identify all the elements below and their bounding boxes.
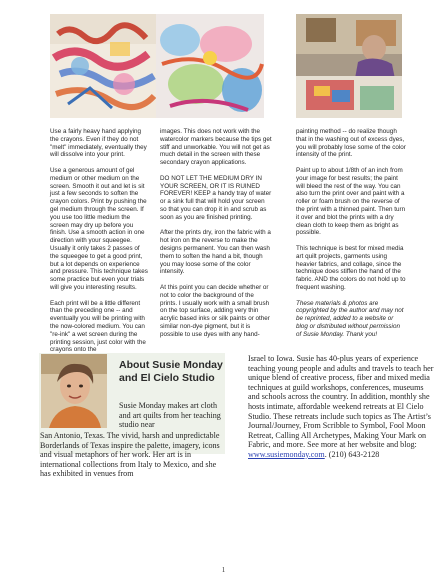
paragraph: Use a generous amount of gel medium or other medium on the screen. Smooth it out and let is sit just a few seconds to soften the crayon colors. Print by pushing the gel medium through the screen. If you use too little medium the screen may dry up before you finish. Use a smooth action in one direction with your squeegee. Usually it only takes 2 passes of the squeegee to get a good print, but a lot depends on experience and pressure. This technique takes some practice but even your trials will give you interesting results. xyxy=(50,166,148,291)
paragraph: After the prints dry, iron the fabric with a hot iron on the reverse to make the designs permanent. You can then wash them to soften the hand a bit, though you may loose some of the color intensity. xyxy=(160,229,271,276)
text-column-2 xyxy=(160,128,272,346)
paragraph: Each print will be a little different than the preceding one -- and eventually you will be printing with the now-colored medium. You can "re-ink" a wet screen during the printing session, just color with the crayons onto the xyxy=(50,299,146,354)
phone-number: . (210) 643-2128 xyxy=(324,449,380,459)
page-number: 1 xyxy=(221,566,226,574)
studio-printing-photo xyxy=(296,14,402,118)
paragraph: images. This does not work with the watercolor markers because the tips get stiff and unworkable. You will not get as much detail in the screen with these secondary crayon applications. xyxy=(160,128,272,167)
paragraph: This technique is best for mixed media art quilt projects, garments using heavier fabrics, and collage, since the technique does stiffen the hand of the fabric. AND the colors do not hold up to frequent washing. xyxy=(296,244,406,291)
bio-text-intro: Susie Monday makes art cloth and art quilts from her teaching studio near xyxy=(119,401,221,430)
copyright-notice: These materials & photos are copyrighted by the author and may not be reprinted, added to a website or blog or distributed without permission of Susie Monday. Thank you! xyxy=(296,299,404,338)
crayon-print-photo-1 xyxy=(50,14,156,118)
bio-text-continued: San Antonio, Texas. The vivid, harsh and unpredictable Borderlands of Texas inspire the palette, imagery, icons and visual metaphors of her work. Her art is in international collections from Italy to Mexico, and she has exhibited in venues from xyxy=(40,431,220,479)
paragraph: Use a fairly heavy hand applying the crayons. Even if they do not "melt" immediately, eventually they will dissolve into your print. xyxy=(50,128,147,159)
bio-title: About Susie Monday and El Cielo Studio xyxy=(119,359,223,385)
bio-text: Israel to Iowa. Susie has 40-plus years of experience teaching young people and adults and travels to teach her unique blend of creative process, fiber and mixed media techniques at guild workshops, conferences, museums and schools across the country. In addition, monthly she hosts intimate, affordable weekend retreats at El Cielo Studio. These retreats include such topics as The Artist’s Journal/Journey, From Scribble to Symbol, Fool Moon Retreat, Calling All Archetypes, Making Your Mark on Fabric, and more. See more at her website and blog: xyxy=(248,354,434,450)
paragraph: At this point you can decide whether or not to color the background of the prints. I usually work with a small brush on the top surface, adding very thin acrylic based inks or silk paints or other similar non-dye pigment, but it is possible to use dyes with any hand- xyxy=(160,283,270,338)
text-column-1 xyxy=(50,128,150,362)
crayon-print-photo-2 xyxy=(156,14,264,118)
text-column-3 xyxy=(296,128,406,346)
website-link[interactable]: www.susiemonday.com xyxy=(248,449,325,459)
paragraph: DO NOT LET THE MEDIUM DRY IN YOUR SCREEN, OR IT IS RUINED FOREVER! KEEP a handy tray of water or a sink full that will hold your screen so that you can drop it in and scrub as soon as you are finished printing. xyxy=(160,174,272,221)
about-author-section xyxy=(39,353,439,577)
paragraph: Paint up to about 1/8th of an inch from your image for best results; the paint will bleed the rest of the way. You can also turn the print over and paint with a roller or foam brush on the reverse of the print with a thinned paint. Then turn it over and blot the prints with a dry clean cloth to keep them as bright as possible. xyxy=(296,166,406,237)
paragraph: painting method -- do realize though that in the washing out of excess dyes, you will probably lose some of the color intensity of the print. xyxy=(296,128,406,159)
author-portrait-photo xyxy=(41,354,107,428)
bio-text-column-2 xyxy=(248,354,436,460)
